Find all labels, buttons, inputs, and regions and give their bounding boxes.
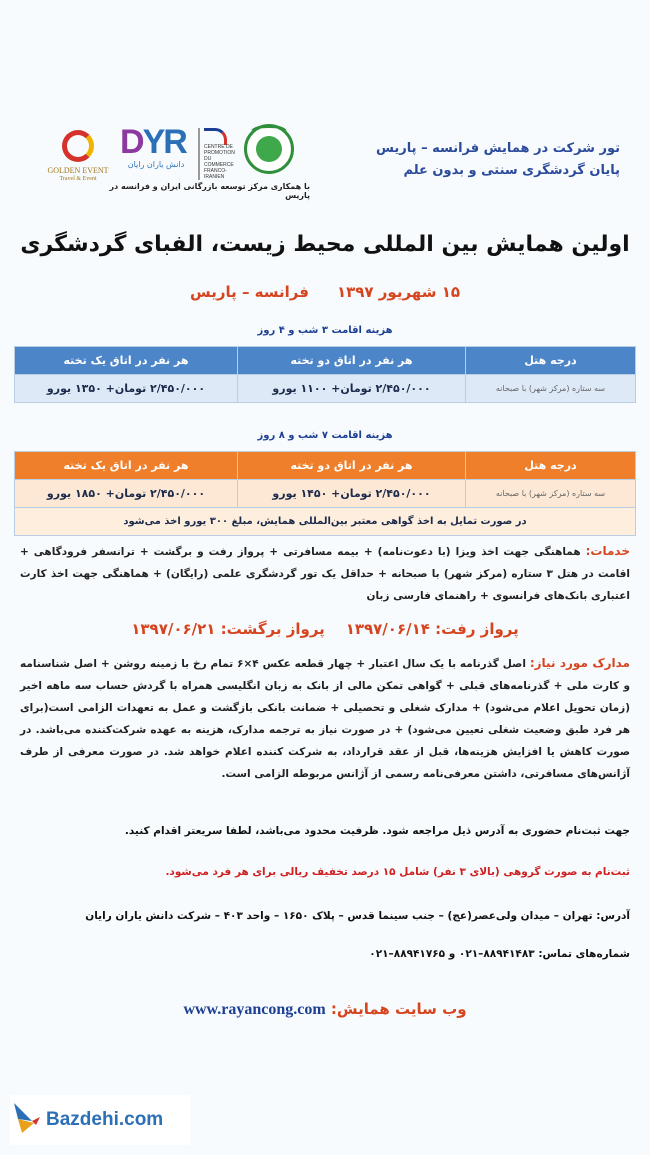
documents-text: اصل گذرنامه با یک سال اعتبار + چهار قطعه عکس ۴×۶ تمام رخ با زمینه روشن + اصل شناسنامه و کارت ملی + گذرنامه‌های قبلی + گواهی تمکن مالی از بانک به زبان انگلیسی همراه با گردش حساب سه ماهه اخیر (زمان تحویل اعلام می‌شود) + مدارک شغلی و تحصیلی + ضمانت بانکی بازگشت و عمل به تعهدات الزامی است(برای هر فرد طبق وضعیت شغلی تعیین می‌شود) + در صورت نیاز به ترجمه مدارک، هزینه به عهده شرکت‌کننده می‌باشد. در صورت کاهش یا افزایش هزینه‌ها، قبل از عقد قرارداد، به شرکت کننده اعلام خواهد شد. در صورت معرفی از طرف آژانس‌های مسافرتی، داشتن معرفی‌نامه رسمی از آژانس مربوطه الزامی است.	[20, 658, 630, 780]
golden-event-sub: Travel & Event	[59, 176, 97, 182]
cell-hotel: سه ستاره (مرکز شهر) با صبحانه	[466, 375, 636, 403]
documents-paragraph	[20, 652, 630, 785]
header	[30, 120, 620, 200]
golden-event-ring-icon	[62, 130, 94, 162]
header-single: هر نفر در اتاق یک تخته	[15, 347, 238, 375]
watermark	[10, 1095, 190, 1145]
tour-line-2: پایان گردشگری سنتی و بدون علم	[403, 163, 620, 178]
tree-icon	[256, 136, 282, 162]
table1-caption: هزینه اقامت ۳ شب و ۴ روز	[257, 325, 393, 336]
centre-promotion-logo	[198, 128, 236, 180]
services-label: خدمات:	[585, 544, 630, 558]
watermark-text: Bazdehi.com	[46, 1109, 164, 1130]
centre-promotion-stripe-icon	[204, 128, 227, 145]
header-hotel: درجه هتل	[466, 347, 636, 375]
services-paragraph	[20, 540, 630, 607]
cell-hotel: سه ستاره (مرکز شهر) با صبحانه	[466, 480, 636, 508]
flight-back-date: ۱۳۹۷/۰۶/۲۱	[131, 620, 216, 638]
cell-single: ۲/۴۵۰/۰۰۰ تومان+ ۱۳۵۰ یورو	[15, 375, 238, 403]
price-table-7-nights	[14, 451, 636, 536]
group-discount-note: ثبت‌نام به صورت گروهی (بالای ۳ نفر) شامل ۱۵ درصد تخفیف ریالی برای هر فرد می‌شود.	[165, 866, 630, 878]
dyr-logo	[120, 124, 192, 178]
website	[10, 1000, 640, 1019]
tour-line-1: تور شرکت در همایش فرانسه – پاریس	[376, 141, 620, 156]
phone-numbers: شماره‌های تماس: ۸۸۹۴۱۴۸۳–۰۲۱ و ۸۸۹۴۱۷۶۵–۰۲۱	[369, 948, 630, 960]
certificate-note: در صورت تمایل به اخذ گواهی معتبر بین‌المللی همایش، مبلغ ۳۰۰ یورو اخذ می‌شود	[15, 508, 636, 536]
header-double: هر نفر در اتاق دو تخته	[238, 347, 466, 375]
header-hotel: درجه هتل	[466, 452, 636, 480]
table-header-row	[15, 452, 636, 480]
golden-event-logo	[38, 128, 118, 188]
dyr-logo-mark: DYR	[120, 123, 186, 161]
bird-icon	[12, 1099, 42, 1135]
flight-dates	[10, 620, 640, 638]
documents-label: مدارک مورد نیاز:	[529, 656, 630, 670]
golden-event-name: GOLDEN EVENT	[47, 166, 109, 175]
table-row	[15, 375, 636, 403]
page-title: اولین همایش بین المللی محیط زیست، الفبای گردشگری	[20, 232, 630, 257]
price-table-3-nights	[14, 346, 636, 403]
services-text: هماهنگی جهت اخذ ویزا (با دعوت‌نامه) + بیمه مسافرتی + پرواز رفت و برگشت + ترانسفر فرودگاهی + اقامت در هتل ۳ ستاره (مرکز شهر) با صبحانه + حداقل یک تور گردشگری علمی (رایگان) + هماهنگی جهت اخذ کارت اعتباری بانک‌های فرانسوی + راهنمای فارسی زبان	[20, 546, 630, 602]
event-place: فرانسه – پاریس	[189, 283, 309, 301]
collaboration-note: با همکاری مرکز توسعه بازرگانی ایران و فرانسه در پاریس	[109, 182, 310, 200]
flight-back-label: پرواز برگشت:	[220, 620, 325, 638]
website-link[interactable]: www.rayancong.com	[183, 1001, 326, 1018]
table-note-row	[15, 508, 636, 536]
table2-caption: هزینه اقامت ۷ شب و ۸ روز	[257, 430, 393, 441]
header-single: هر نفر در اتاق یک تخته	[15, 452, 238, 480]
cell-double: ۲/۴۵۰/۰۰۰ تومان+ ۱۱۰۰ یورو	[238, 375, 466, 403]
registration-note: جهت ثبت‌نام حضوری به آدرس ذیل مراجعه شود. ظرفیت محدود می‌باشد، لطفا سریعتر اقدام کنید.	[124, 825, 630, 837]
flight-out-label: پرواز رفت:	[435, 620, 519, 638]
table-header-row	[15, 347, 636, 375]
cell-single: ۲/۴۵۰/۰۰۰ تومان+ ۱۸۵۰ یورو	[15, 480, 238, 508]
header-double: هر نفر در اتاق دو تخته	[238, 452, 466, 480]
tour-heading	[320, 138, 620, 182]
dyr-logo-name: دانش یاران رایان	[127, 160, 185, 169]
event-date	[10, 283, 640, 301]
flight-out-date: ۱۳۹۷/۰۶/۱۴	[345, 620, 430, 638]
event-day: ۱۵ شهریور ۱۳۹۷	[336, 283, 460, 301]
address: آدرس: تهران – میدان ولی‌عصر(عج) – جنب سینما قدس – پلاک ۱۶۵۰ – واحد ۴۰۳ – شرکت دانش یاران رایان	[85, 910, 630, 922]
table-row	[15, 480, 636, 508]
cell-double: ۲/۴۵۰/۰۰۰ تومان+ ۱۴۵۰ یورو	[238, 480, 466, 508]
logo-strip	[30, 120, 310, 200]
website-label: وب سایت همایش:	[330, 1000, 467, 1018]
environment-circle-logo	[244, 124, 294, 174]
centre-promotion-text: CENTRE DE PROMOTION DU COMMERCE FRANCO-IRANIEN	[204, 144, 235, 180]
